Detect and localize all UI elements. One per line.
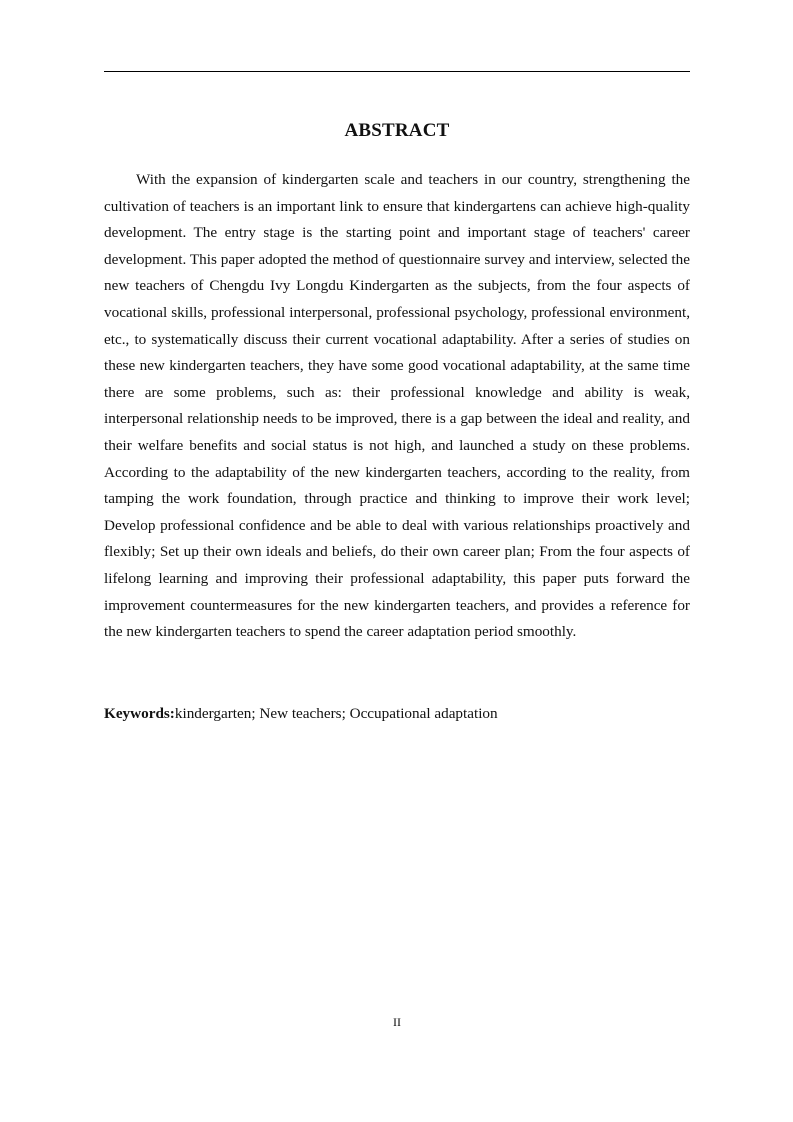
keywords-line — [104, 701, 690, 728]
abstract-title: ABSTRACT — [344, 120, 450, 141]
abstract-body: With the expansion of kindergarten scale and teachers in our country, strengthening the cultivation of teachers is an important link to ensure that kindergartens can achieve high-quality development. The entry stage is the starting point and important stage of teachers' career development. This paper adopted the method of questionnaire survey and interview, selected the new teachers of Chengdu Ivy Longdu Kindergarten as the subjects, from the four aspects of vocational skills, professional interpersonal, professional psychology, professional environment, etc., to systematically discuss their current vocational adaptability. After a series of studies on these new kindergarten teachers, they have some good vocational adaptability, at the same time there are some problems, such as: their professional knowledge and ability is weak, interpersonal relationship needs to be improved, there is a gap between the ideal and reality, and their welfare benefits and social status is not high, and launched a study on these problems. According to the adaptability of the new kindergarten teachers, according to the reality, from tamping the work foundation, through practice and thinking to improve their work level; Develop professional confidence and be able to deal with various relationships proactively and flexibly; Set up their own ideals and beliefs, do their own career plan; From the four aspects of lifelong learning and improving their professional adaptability, this paper puts forward the improvement countermeasures for the new kindergarten teachers, and provides a reference for the new kindergarten teachers to spend the career adaptation period smoothly. — [104, 171, 690, 641]
keywords-text: kindergarten; New teachers; Occupational adaptation — [174, 705, 498, 722]
keywords-label: Keywords: — [104, 705, 175, 722]
page-number: II — [393, 1015, 401, 1029]
header-rule — [104, 71, 690, 72]
